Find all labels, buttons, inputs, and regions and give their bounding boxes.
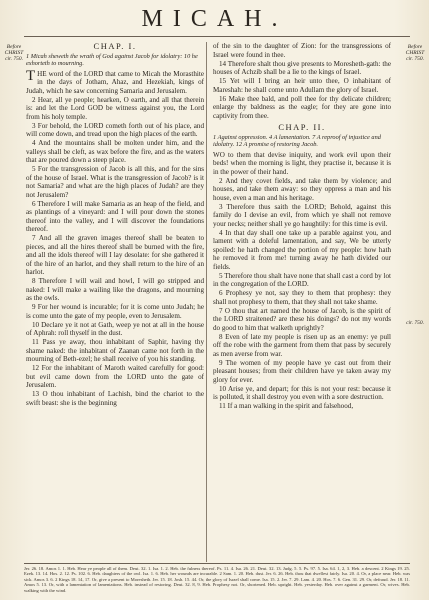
before-christ-note-mid: cir. 750. [406, 320, 424, 326]
verse: 12 For the inhabitant of Maroth waited carefully for good: but evil came down from the LORD unto the gate of Jerusalem. [26, 364, 204, 389]
footnotes: Jer. 26. 18. Amos 1. 1. Heb. Hear ye people all of them. Deut. 32. 1. Isa. 1. 2. Heb. the fulness thereof. Ps. 11. 4. Isa. 26. 21. Deut. 32. 13. Judg. 5. 5. Ps. 97. 5. Isa. 64. 1, 2, 3. Heb. a descent. 2 Kings 19. 25. Ezek. 13. 14. Hos. 2. 12. Ps. 102. 6. Heb. daughters of the owl. Isa. 1. 6. Heb. her wounds are incurable. 2 Sam. 1. 20. Heb. dust. Jer. 6. 26. Heb. thou that dwellest fairly. Isa. 20. 4. Or, a place near. Heb. was sick. Amos 3. 6. 2 Kings 18. 14, 17. Or, give a present to Moresheth. Jer. 15. 18. Josh. 15. 44. Or, the glory of Israel shall come. Isa. 15. 2. Jer. 7. 29. Lam. 4. 20. Hos. 7. 6. Gen. 31. 29. Or, defraud. Jer. 18. 11. Amos 5. 13. Or, with a lamentation of lamentations. Heb. instead of restoring. Deut. 32. 8, 9. Heb. Prophesy not. Or, shortened. Heb. upright. Heb. yesterday. Heb. over against a garment. Or, wives. Heb. walking with the wind. [24, 566, 410, 593]
verse: 14 Therefore shalt thou give presents to Moresheth-gath: the houses of Achzib shall be a lie to the kings of Israel. [213, 59, 391, 76]
verse: 16 Make thee bald, and poll thee for thy delicate children; enlarge thy baldness as the eagle; for they are gone into captivity from thee. [213, 94, 391, 120]
verse: 10 Arise ye, and depart; for this is not your rest: because it is polluted, it shall destroy you even with a sore destruction. [213, 384, 391, 401]
footnote-rule [24, 563, 410, 564]
left-column [26, 42, 204, 562]
verse: 9 For her wound is incurable; for it is come unto Judah; he is come unto the gate of my people, even to Jerusalem. [26, 303, 204, 320]
verse: 4 And the mountains shall be molten under him, and the valleys shall be cleft, as wax before the fire, and as the waters that are poured down a steep place. [26, 139, 204, 164]
chapter-2-heading: CHAP. II. [278, 122, 326, 132]
verse: 8 Therefore I will wail and howl, I will go stripped and naked: I will make a wailing like the dragons, and mourning as the owls. [26, 277, 204, 302]
book-title: MICAH. [141, 6, 288, 32]
chapter-1-heading: CHAP. I. [93, 42, 137, 51]
verse: 8 Even of late my people is risen up as an enemy: ye pull off the robe with the garment from them that pass by securely as men averse from war. [213, 332, 391, 358]
verse: 6 Therefore I will make Samaria as an heap of the field, and as plantings of a vineyard: and I will pour down the stones thereof into the valley, and I will discover the foundations thereof. [26, 199, 204, 233]
chapter-2-summary: 1 Against oppression. 4 A lamentation. 7 A reproof of injustice and idolatry. 12 A promise of restoring Jacob. [213, 133, 381, 148]
right-column [213, 42, 391, 562]
verse: WO to them that devise iniquity, and work evil upon their beds! when the morning is light, they practise it, because it is in the power of their hand. [213, 150, 391, 176]
before-christ-note-right: Before CHRIST cir. 750. [405, 44, 425, 62]
verse: 3 Therefore thus saith the LORD; Behold, against this family do I devise an evil, from which ye shall not remove your necks; neither shall ye go haughtily: for this time is evil. [213, 202, 391, 228]
verse: 10 Declare ye it not at Gath, weep ye not at all in the house of Aphrah: roll thyself in the dust. [26, 320, 204, 337]
verse: of the sin to the daughter of Zion: for the transgressions of Israel were found in thee. [213, 42, 391, 59]
before-christ-note-left: Before CHRIST cir. 750. [4, 44, 24, 62]
verse: 11 If a man walking in the spirit and falsehood, [219, 402, 354, 410]
verse: 2 And they covet fields, and take them by violence; and houses, and take them away: so they oppress a man and his house, even a man and his heritage. [213, 176, 391, 202]
header-rule [24, 36, 410, 37]
verse: 3 For behold, the LORD cometh forth out of his place, and will come down, and tread upon the high places of the earth. [26, 121, 204, 138]
verse: 6 Prophesy ye not, say they to them that prophesy: they shall not prophesy to them, that they shall not take shame. [213, 289, 391, 306]
verse: 2 Hear, all ye people; hearken, O earth, and all that therein is: and let the Lord GOD be witness against you, the Lord from his holy temple. [26, 95, 204, 121]
chapter-1-summary: 1 Micah sheweth the wrath of God against Jacob for idolatry: 10 he exhorteth to mourning. [26, 52, 198, 67]
drop-cap: T [26, 67, 36, 84]
verse: 4 In that day shall one take up a parable against you, and lament with a doleful lamentation, and say, We be utterly spoiled: he hath changed the portion of my people: how hath he removed it from me! turning away he hath divided our fields. [213, 228, 391, 271]
verse: 7 And all the graven images thereof shall be beaten to pieces, and all the hires thereof shall be burned with the fire, and all the idols thereof will I lay desolate: for she gathered it of the hire of an harlot, and they shall return to the hire of an harlot. [26, 234, 204, 276]
verse-text: HE word of the LORD that came to Micah the Morasthite in the days of Jotham, Ahaz, and Hezekiah, kings of Judah, which he saw concerning Samaria and Jerusalem. [26, 69, 204, 95]
verse [26, 67, 204, 96]
verse: 15 Yet will I bring an heir unto thee, O inhabitant of Mareshah: he shall come unto Adullam the glory of Israel. [213, 77, 391, 94]
verse: 5 Therefore thou shalt have none that shall cast a cord by lot in the congregation of the LORD. [213, 271, 391, 288]
column-divider [206, 42, 207, 562]
verse: 7 O thou that art named the house of Jacob, is the spirit of the LORD straitened? are these his doings? do not my words do good to him that walketh uprightly? [213, 306, 391, 332]
verse: 9 The women of my people have ye cast out from their pleasant houses; from their children have ye taken away my glory for ever. [213, 358, 391, 384]
verse: 5 For the transgression of Jacob is all this, and for the sins of the house of Israel. What is the transgression of Jacob? is it not Samaria? and what are the high places of Judah? are they not Jerusalem? [26, 165, 204, 199]
verse: 13 O thou inhabitant of Lachish, bind the chariot to the swift beast: she is the beginning [26, 390, 204, 407]
verse: 11 Pass ye away, thou inhabitant of Saphir, having thy shame naked: the inhabitant of Zaanan came not forth in the mourning of Beth-ezel; he shall receive of you his standing. [26, 338, 204, 363]
